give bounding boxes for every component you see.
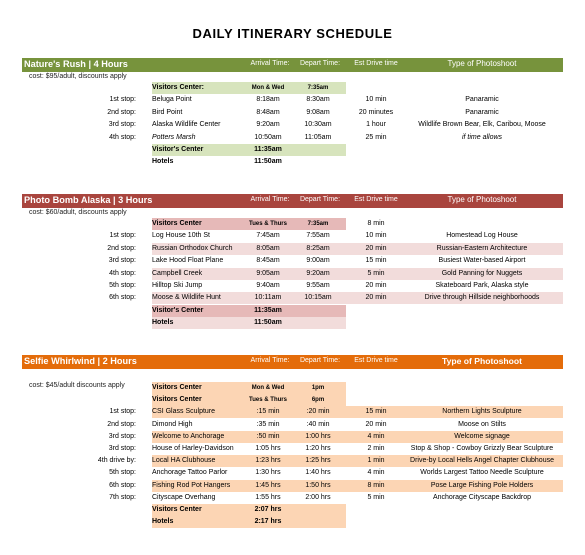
stop-label: 2nd stop: — [107, 420, 136, 428]
depart-time: :40 min — [306, 420, 330, 428]
drive-time: 10 min — [365, 232, 387, 240]
stop-label: 1st stop: — [109, 96, 136, 104]
section-cost: cost: $60/adult, discounts apply — [29, 209, 127, 216]
arrival-time: 8:45am — [256, 257, 280, 265]
drive-time: 20 minutes — [358, 108, 394, 116]
photoshoot-type: Pose Large Fishing Pole Holders — [430, 481, 534, 489]
column-drive-header: Est Drive time — [354, 196, 398, 203]
photoshoot-type: Drive through Hillside neighborhoods — [424, 294, 540, 302]
depart-time: 9:20am — [306, 269, 330, 277]
stop-label: 4th stop: — [109, 133, 136, 141]
table-row — [22, 406, 563, 418]
itinerary-section — [22, 355, 563, 526]
stop-label: 3rd stop: — [108, 257, 136, 265]
stop-location: Log House 10th St — [152, 232, 210, 240]
stop-label: 4th drive by: — [97, 457, 136, 465]
arrival-time: 10:50am — [254, 133, 282, 141]
table-row — [22, 305, 563, 317]
arrival-time: 10:11am — [254, 294, 282, 302]
stop-location: Visitor's Center — [152, 306, 204, 314]
depart-time: 1:20 hrs — [305, 445, 331, 452]
stop-label: 5th stop: — [109, 282, 136, 289]
stop-location: Lake Hood Float Plane — [152, 257, 224, 265]
photoshoot-type: Stop & Shop - Cowboy Grizzly Bear Sculpture — [410, 445, 554, 452]
table-row — [22, 516, 563, 528]
section-title: Photo Bomb Alaska | 3 Hours — [24, 195, 153, 205]
stop-location: Russian Orthodox Church — [152, 244, 233, 252]
table-row — [22, 230, 563, 242]
stop-location: Hotels — [152, 319, 174, 327]
table-row — [22, 419, 563, 431]
table-row — [22, 218, 563, 230]
stop-location: Alaska Wildlife Center — [152, 121, 221, 129]
section-header — [22, 355, 563, 369]
drive-time: 25 min — [365, 133, 387, 141]
table-row — [22, 243, 563, 255]
arrival-time: 1:23 hrs — [255, 457, 281, 465]
column-photoshoot-header: Type of Photoshoot — [447, 59, 517, 68]
column-arrival-header: Arrival Time: — [250, 60, 290, 67]
stop-label: 4th stop: — [109, 269, 136, 277]
arrival-time: :15 min — [256, 408, 280, 416]
depart-time: 1:50 hrs — [305, 481, 331, 489]
table-row — [22, 431, 563, 443]
photoshoot-type: Skateboard Park, Alaska style — [435, 282, 529, 289]
table-row — [22, 455, 563, 467]
drive-time: 2 min — [367, 445, 385, 452]
section-header — [22, 194, 563, 208]
arrival-time: 2:17 hrs — [254, 518, 282, 526]
stop-label: 3rd stop: — [108, 445, 136, 452]
drive-time: 20 min — [365, 420, 387, 428]
drive-time: 20 min — [365, 282, 387, 289]
photoshoot-type: Worlds Largest Tattoo Needle Sculpture — [420, 469, 544, 477]
stop-location: Visitors Center: — [152, 84, 204, 91]
arrival-time: 9:40am — [256, 282, 280, 289]
photoshoot-type: Northern Lights Sculpture — [442, 408, 522, 416]
depart-time: 1:25 hrs — [305, 457, 331, 465]
depart-time: 1:40 hrs — [305, 469, 331, 477]
stop-label: 7th stop: — [109, 493, 136, 501]
depart-time: 11:05am — [304, 133, 332, 141]
stop-location: Visitors Center — [152, 220, 202, 227]
itinerary-section — [22, 194, 563, 327]
depart-time: 8:25am — [306, 244, 330, 252]
stop-location: Welcome to Anchorage — [152, 432, 225, 440]
depart-time: 10:15am — [304, 294, 332, 302]
stop-location: Beluga Point — [152, 96, 192, 104]
photoshoot-type: Homestead Log House — [446, 232, 518, 240]
arrival-time: 1:30 hrs — [255, 469, 281, 477]
table-row — [22, 443, 563, 455]
column-photoshoot-header: Type of Photoshoot — [441, 356, 523, 366]
arrival-time: Mon & Wed — [251, 85, 285, 91]
stop-location: Visitors Center — [152, 506, 202, 513]
stop-location: Potters Marsh — [152, 133, 196, 141]
table-row — [22, 132, 563, 144]
arrival-time: 1:05 hrs — [255, 445, 281, 452]
stop-location: Local HA Clubhouse — [152, 457, 216, 465]
depart-time: 1:00 hrs — [305, 432, 331, 440]
photoshoot-type: Gold Panning for Nuggets — [441, 269, 523, 277]
arrival-time: Tues & Thurs — [249, 397, 287, 404]
stop-label: 3rd stop: — [108, 432, 136, 440]
drive-time: 15 min — [365, 257, 387, 265]
section-cost: cost: $45/adult discounts apply — [29, 382, 125, 389]
arrival-time: Tues & Thurs — [249, 221, 287, 227]
table-row — [22, 467, 563, 479]
depart-time: 8:30am — [306, 96, 330, 104]
stop-location: Moose & Wildlife Hunt — [152, 294, 221, 302]
drive-time: 10 min — [365, 96, 387, 104]
section-cost: cost: $95/adult, discounts apply — [29, 73, 127, 80]
arrival-time: 9:20am — [256, 121, 280, 129]
column-depart-header: Depart Time: — [299, 357, 341, 364]
arrival-time: 1:55 hrs — [255, 493, 281, 501]
arrival-time: 11:35am — [254, 306, 282, 314]
drive-time: 20 min — [365, 244, 387, 252]
arrival-time: 7:45am — [256, 232, 280, 240]
stop-location: Visitor's Center — [152, 146, 204, 153]
column-arrival-header: Arrival Time: — [250, 357, 290, 364]
drive-time: 8 min — [367, 481, 385, 489]
stop-label: 1st stop: — [109, 232, 136, 240]
depart-time: 7:35am — [307, 85, 329, 91]
table-row — [22, 480, 563, 492]
depart-time: :20 min — [306, 408, 330, 416]
arrival-time: 11:35am — [254, 146, 282, 153]
depart-time: 9:55am — [306, 282, 330, 289]
stop-location: Fishing Rod Pot Hangers — [152, 481, 231, 489]
photoshoot-type: Wildlife Brown Bear, Elk, Caribou, Moose — [418, 121, 546, 129]
stop-location: Hotels — [152, 158, 174, 166]
table-row — [22, 156, 563, 168]
photoshoot-type: Panaramic — [465, 108, 499, 116]
depart-time: 7:35am — [307, 221, 329, 227]
drive-time: 5 min — [367, 493, 385, 501]
table-row — [22, 82, 563, 94]
depart-time: 9:00am — [306, 257, 330, 265]
table-row — [22, 504, 563, 516]
stop-location: Hilltop Ski Jump — [152, 282, 203, 289]
stop-label: 2nd stop: — [107, 108, 136, 116]
photoshoot-type: Panaramic — [465, 96, 499, 104]
drive-time: 20 min — [365, 294, 387, 302]
photoshoot-type: Russian-Eastern Architecture — [436, 244, 528, 252]
drive-time: 15 min — [365, 408, 387, 416]
arrival-time: 1:45 hrs — [255, 481, 281, 489]
column-drive-header: Est Drive time — [354, 357, 398, 364]
depart-time: 2:00 hrs — [305, 493, 331, 501]
depart-time: 9:08am — [306, 108, 330, 116]
stop-location: CSI Glass Sculpture — [152, 408, 216, 416]
column-depart-header: Depart Time: — [299, 196, 341, 203]
table-row — [22, 394, 563, 406]
table-row — [22, 268, 563, 280]
section-title: Selfie Whirlwind | 2 Hours — [24, 356, 137, 366]
stop-label: 6th stop: — [109, 294, 136, 302]
table-row — [22, 255, 563, 267]
arrival-time: Mon & Wed — [251, 385, 285, 391]
drive-time: 5 min — [367, 269, 385, 277]
column-drive-header: Est Drive time — [354, 60, 398, 67]
arrival-time: 9:05am — [256, 269, 280, 277]
table-row — [22, 94, 563, 106]
section-header — [22, 58, 563, 72]
table-row — [22, 280, 563, 292]
photoshoot-type: Busiest Water-based Airport — [438, 257, 526, 265]
stop-location: Visitors Center — [152, 396, 202, 404]
arrival-time: :35 min — [256, 420, 280, 428]
depart-time: 6pm — [311, 397, 325, 404]
table-row — [22, 492, 563, 504]
table-row — [22, 119, 563, 131]
stop-label: 1st stop: — [109, 408, 136, 416]
table-row — [22, 317, 563, 329]
photoshoot-type: Drive-by Local Hells Angel Chapter Clubhouse — [410, 457, 554, 465]
drive-time: 1 hour — [366, 121, 386, 129]
drive-time: 4 min — [367, 432, 385, 440]
stop-location: House of Harley-Davidson — [152, 445, 234, 452]
depart-time: 10:30am — [304, 121, 332, 129]
photoshoot-type: Moose on Stilts — [458, 420, 506, 428]
column-photoshoot-header: Type of Photoshoot — [447, 195, 517, 204]
stop-location: Visitors Center — [152, 384, 202, 391]
stop-location: Campbell Creek — [152, 269, 203, 277]
stop-location: Hotels — [152, 518, 174, 526]
photoshoot-type: Anchorage Cityscape Backdrop — [432, 493, 532, 501]
table-row — [22, 382, 563, 394]
table-row — [22, 144, 563, 156]
photoshoot-type: Welcome signage — [454, 432, 510, 440]
stop-label: 5th stop: — [109, 469, 136, 477]
column-depart-header: Depart Time: — [299, 60, 341, 67]
arrival-time: 8:48am — [256, 108, 280, 116]
section-title: Nature's Rush | 4 Hours — [24, 59, 128, 69]
stop-location: Bird Point — [152, 108, 183, 116]
drive-time: 8 min — [367, 220, 385, 227]
stop-location: Anchorage Tattoo Parlor — [152, 469, 228, 477]
page-title: DAILY ITINERARY SCHEDULE — [192, 26, 393, 41]
stop-location: Dimond High — [152, 420, 193, 428]
table-row — [22, 107, 563, 119]
stop-label: 2nd stop: — [107, 244, 136, 252]
arrival-time: 2:07 hrs — [254, 506, 282, 513]
drive-time: 4 min — [367, 469, 385, 477]
arrival-time: 11:50am — [254, 158, 282, 166]
photoshoot-type: if time allows — [461, 133, 503, 141]
table-row — [22, 292, 563, 304]
stop-label: 6th stop: — [109, 481, 136, 489]
arrival-time: :50 min — [256, 432, 280, 440]
stop-label: 3rd stop: — [108, 121, 136, 129]
itinerary-section — [22, 58, 563, 166]
arrival-time: 8:05am — [256, 244, 280, 252]
column-arrival-header: Arrival Time: — [250, 196, 290, 203]
drive-time: 1 min — [367, 457, 385, 465]
stop-location: Cityscape Overhang — [152, 493, 216, 501]
arrival-time: 11:50am — [254, 319, 282, 327]
arrival-time: 8:18am — [256, 96, 280, 104]
depart-time: 1pm — [311, 385, 325, 391]
depart-time: 7:55am — [306, 232, 330, 240]
